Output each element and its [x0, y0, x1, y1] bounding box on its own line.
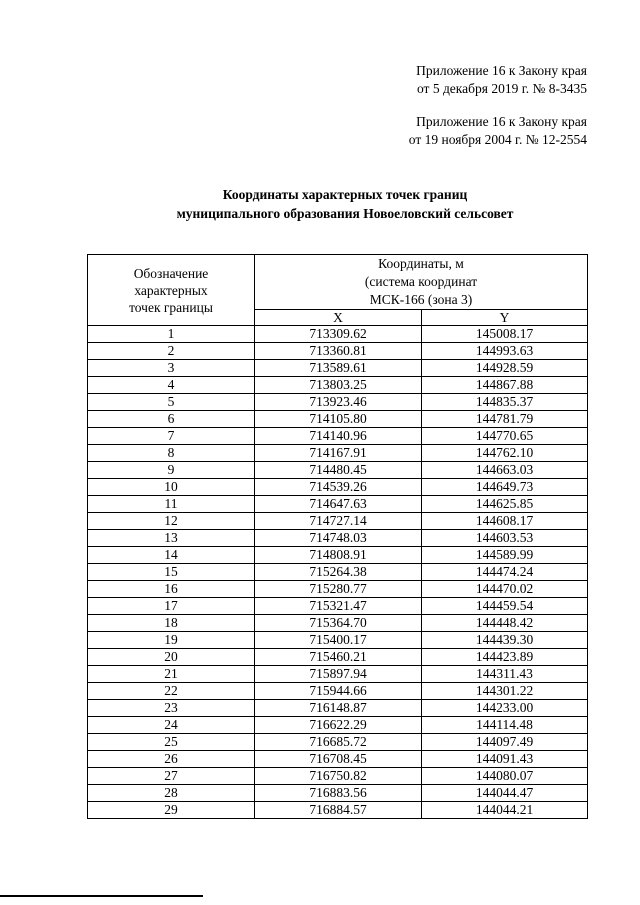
table-row [88, 326, 588, 343]
x-coordinate-cell: 714647.63 [255, 496, 422, 513]
y-coordinate-cell: 144044.47 [422, 785, 588, 802]
x-coordinate-cell: 715280.77 [255, 581, 422, 598]
point-id-cell: 28 [88, 785, 255, 802]
appendix-line: Приложение 16 к Закону края [416, 63, 587, 78]
table-row [88, 428, 588, 445]
point-id-cell: 4 [88, 377, 255, 394]
y-coordinate-cell: 144301.22 [422, 683, 588, 700]
table-row [88, 785, 588, 802]
point-id-cell: 5 [88, 394, 255, 411]
x-coordinate-cell: 715321.47 [255, 598, 422, 615]
x-coordinate-cell: 715944.66 [255, 683, 422, 700]
x-coordinate-cell: 716884.57 [255, 802, 422, 819]
table-row [88, 360, 588, 377]
y-coordinate-cell: 144835.37 [422, 394, 588, 411]
x-coordinate-cell: 714167.91 [255, 445, 422, 462]
y-coordinate-cell: 144663.03 [422, 462, 588, 479]
point-id-cell: 2 [88, 343, 255, 360]
point-id-cell: 19 [88, 632, 255, 649]
appendix-line: от 19 ноября 2004 г. № 12-2554 [408, 132, 587, 147]
x-coordinate-cell: 715364.70 [255, 615, 422, 632]
y-coordinate-cell: 144474.24 [422, 564, 588, 581]
point-id-cell: 20 [88, 649, 255, 666]
header-line: (система координат [364, 274, 478, 289]
y-coordinate-cell: 144781.79 [422, 411, 588, 428]
appendix-reference-current [416, 62, 587, 98]
point-id-cell: 27 [88, 768, 255, 785]
x-coordinate-cell: 713309.62 [255, 326, 422, 343]
y-coordinate-cell: 144423.89 [422, 649, 588, 666]
y-coordinate-cell: 144114.48 [422, 717, 588, 734]
table-row [88, 479, 588, 496]
table-row [88, 530, 588, 547]
coordinates-table [87, 254, 588, 819]
point-id-cell: 6 [88, 411, 255, 428]
table-row [88, 564, 588, 581]
y-coordinate-cell: 144867.88 [422, 377, 588, 394]
table-row [88, 751, 588, 768]
x-coordinate-cell: 715460.21 [255, 649, 422, 666]
table-row [88, 717, 588, 734]
y-coordinate-cell: 144770.65 [422, 428, 588, 445]
table-row [88, 768, 588, 785]
x-coordinate-cell: 714140.96 [255, 428, 422, 445]
point-id-cell: 18 [88, 615, 255, 632]
header-line: точек границы [129, 299, 213, 315]
y-coordinate-cell: 144044.21 [422, 802, 588, 819]
table-row [88, 683, 588, 700]
table-row [88, 734, 588, 751]
table-body [88, 326, 588, 819]
y-coordinate-cell: 144091.43 [422, 751, 588, 768]
appendix-reference-original [409, 113, 587, 149]
point-id-cell: 15 [88, 564, 255, 581]
header-line: МСК-166 (зона 3) [369, 292, 473, 307]
table-row [88, 649, 588, 666]
x-coordinate-cell: 714727.14 [255, 513, 422, 530]
point-id-cell: 23 [88, 700, 255, 717]
header-coordinates [255, 255, 588, 310]
point-id-cell: 11 [88, 496, 255, 513]
x-coordinate-cell: 713803.25 [255, 377, 422, 394]
table-row [88, 462, 588, 479]
point-id-cell: 22 [88, 683, 255, 700]
title-line: Координаты характерных точек границ [222, 187, 468, 202]
x-coordinate-cell: 716622.29 [255, 717, 422, 734]
x-coordinate-cell: 714748.03 [255, 530, 422, 547]
x-coordinate-cell: 714105.80 [255, 411, 422, 428]
point-id-cell: 24 [88, 717, 255, 734]
table-row [88, 700, 588, 717]
x-coordinate-cell: 713360.81 [255, 343, 422, 360]
x-coordinate-cell: 716708.45 [255, 751, 422, 768]
y-coordinate-cell: 144625.85 [422, 496, 588, 513]
x-coordinate-cell: 715897.94 [255, 666, 422, 683]
y-coordinate-cell: 144439.30 [422, 632, 588, 649]
x-coordinate-cell: 715264.38 [255, 564, 422, 581]
table-row [88, 581, 588, 598]
x-coordinate-cell: 713589.61 [255, 360, 422, 377]
point-id-cell: 26 [88, 751, 255, 768]
table-row [88, 615, 588, 632]
point-id-cell: 13 [88, 530, 255, 547]
header-line: Координаты, м [378, 256, 464, 271]
table-row [88, 666, 588, 683]
x-coordinate-cell: 716148.87 [255, 700, 422, 717]
point-id-cell: 17 [88, 598, 255, 615]
x-coordinate-cell: 714808.91 [255, 547, 422, 564]
y-coordinate-cell: 144097.49 [422, 734, 588, 751]
table-row [88, 598, 588, 615]
point-id-cell: 3 [88, 360, 255, 377]
table-row [88, 802, 588, 819]
point-id-cell: 29 [88, 802, 255, 819]
footnote-divider [0, 895, 203, 897]
table-row [88, 411, 588, 428]
y-coordinate-cell: 144589.99 [422, 547, 588, 564]
header-x: X [255, 310, 422, 326]
point-id-cell: 25 [88, 734, 255, 751]
y-coordinate-cell: 144603.53 [422, 530, 588, 547]
header-point-designation [88, 255, 255, 326]
y-coordinate-cell: 144762.10 [422, 445, 588, 462]
point-id-cell: 21 [88, 666, 255, 683]
table-row [88, 445, 588, 462]
y-coordinate-cell: 144993.63 [422, 343, 588, 360]
y-coordinate-cell: 144928.59 [422, 360, 588, 377]
y-coordinate-cell: 145008.17 [422, 326, 588, 343]
x-coordinate-cell: 716883.56 [255, 785, 422, 802]
header-line: характерных [134, 282, 208, 298]
y-coordinate-cell: 144448.42 [422, 615, 588, 632]
point-id-cell: 1 [88, 326, 255, 343]
document-title [0, 185, 640, 223]
point-id-cell: 9 [88, 462, 255, 479]
header-line: Обозначение [133, 265, 209, 281]
y-coordinate-cell: 144649.73 [422, 479, 588, 496]
point-id-cell: 12 [88, 513, 255, 530]
appendix-line: Приложение 16 к Закону края [416, 114, 587, 129]
x-coordinate-cell: 714539.26 [255, 479, 422, 496]
point-id-cell: 8 [88, 445, 255, 462]
y-coordinate-cell: 144080.07 [422, 768, 588, 785]
point-id-cell: 16 [88, 581, 255, 598]
table-row [88, 343, 588, 360]
x-coordinate-cell: 715400.17 [255, 632, 422, 649]
point-id-cell: 14 [88, 547, 255, 564]
table-row [88, 496, 588, 513]
x-coordinate-cell: 716685.72 [255, 734, 422, 751]
point-id-cell: 7 [88, 428, 255, 445]
y-coordinate-cell: 144459.54 [422, 598, 588, 615]
y-coordinate-cell: 144608.17 [422, 513, 588, 530]
table-row [88, 394, 588, 411]
x-coordinate-cell: 713923.46 [255, 394, 422, 411]
x-coordinate-cell: 716750.82 [255, 768, 422, 785]
appendix-line: от 5 декабря 2019 г. № 8-3435 [416, 81, 587, 96]
table-row [88, 513, 588, 530]
table-row [88, 632, 588, 649]
table-row [88, 377, 588, 394]
y-coordinate-cell: 144233.00 [422, 700, 588, 717]
header-y: Y [422, 310, 588, 326]
title-line: муниципального образования Новоеловский сельсовет [176, 206, 514, 221]
y-coordinate-cell: 144470.02 [422, 581, 588, 598]
table-row [88, 547, 588, 564]
y-coordinate-cell: 144311.43 [422, 666, 588, 683]
point-id-cell: 10 [88, 479, 255, 496]
x-coordinate-cell: 714480.45 [255, 462, 422, 479]
